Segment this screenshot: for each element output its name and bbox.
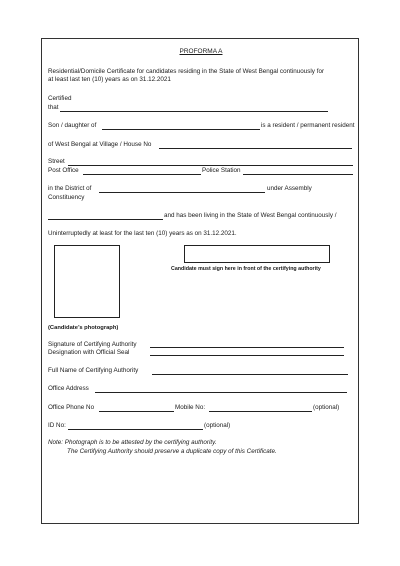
mobile-line[interactable] <box>209 411 312 412</box>
sign-instruction: Candidate must sign here in front of the certifying authority <box>171 266 321 272</box>
district-line[interactable] <box>99 192 265 193</box>
note-line-2: The Certifying Authority should preserve a duplicate copy of this Certificate. <box>67 448 277 455</box>
certified-name-line[interactable] <box>60 111 328 112</box>
police-station-label: Police Station <box>202 167 241 174</box>
office-address-line[interactable] <box>95 392 347 393</box>
photo-label: (Candidate’s photograph) <box>48 325 119 331</box>
that-label: that <box>48 104 59 111</box>
police-station-line[interactable] <box>243 174 353 175</box>
office-phone-line[interactable] <box>99 411 174 412</box>
parent-name-line[interactable] <box>102 129 260 130</box>
full-name-label: Full Name of Certifying Authority <box>48 367 139 374</box>
id-no-line[interactable] <box>68 429 203 430</box>
id-no-label: ID No: <box>48 422 66 429</box>
living-label: and has been living in the State of West Bengal continuously / <box>164 212 337 219</box>
street-line[interactable] <box>68 165 353 166</box>
resident-label: is a resident / permanent resident <box>261 122 355 129</box>
form-title: PROFORMA A <box>179 48 223 55</box>
signature-box[interactable] <box>184 245 330 263</box>
street-label: Street <box>48 158 65 165</box>
village-house-line[interactable] <box>159 148 352 149</box>
certificate-frame <box>41 38 359 524</box>
post-office-label: Post Office <box>48 167 79 174</box>
intro-line-2: at least last ten (10) years as on 31.12.2021 <box>48 76 171 83</box>
office-address-label: Office Address <box>48 385 89 392</box>
constituency-label: Constituency <box>48 194 85 201</box>
designation-label: Designation with Official Seal <box>48 349 130 356</box>
district-label: in the District of <box>48 185 92 192</box>
uninterrupted-label: Uninterruptedly at least for the last ten (10) years as on 31.12.2021. <box>48 230 237 237</box>
signature-line[interactable] <box>150 347 344 348</box>
son-daughter-label: Son / daughter of <box>48 122 97 129</box>
village-house-label: of West Bengal at Village / House No <box>48 141 152 148</box>
post-office-line[interactable] <box>83 174 201 175</box>
office-phone-label: Office Phone No <box>48 404 95 411</box>
intro-line-1: Residential/Domicile Certificate for candidates residing in the State of West Bengal continuously for <box>48 68 325 75</box>
optional-label-1: (optional) <box>313 404 340 411</box>
living-line[interactable] <box>48 219 163 220</box>
certified-label: Certified <box>48 95 72 102</box>
under-assembly-label: under Assembly <box>267 185 312 192</box>
note-line-1: Note: Photograph is to be attested by the certifying authority. <box>48 439 217 446</box>
optional-label-2: (optional) <box>204 422 231 429</box>
signature-label: Signature of Certifying Authority <box>48 341 137 348</box>
designation-line[interactable] <box>150 355 344 356</box>
full-name-line[interactable] <box>152 374 348 375</box>
mobile-label: Mobile No: <box>175 404 206 411</box>
photo-box[interactable] <box>54 245 120 318</box>
